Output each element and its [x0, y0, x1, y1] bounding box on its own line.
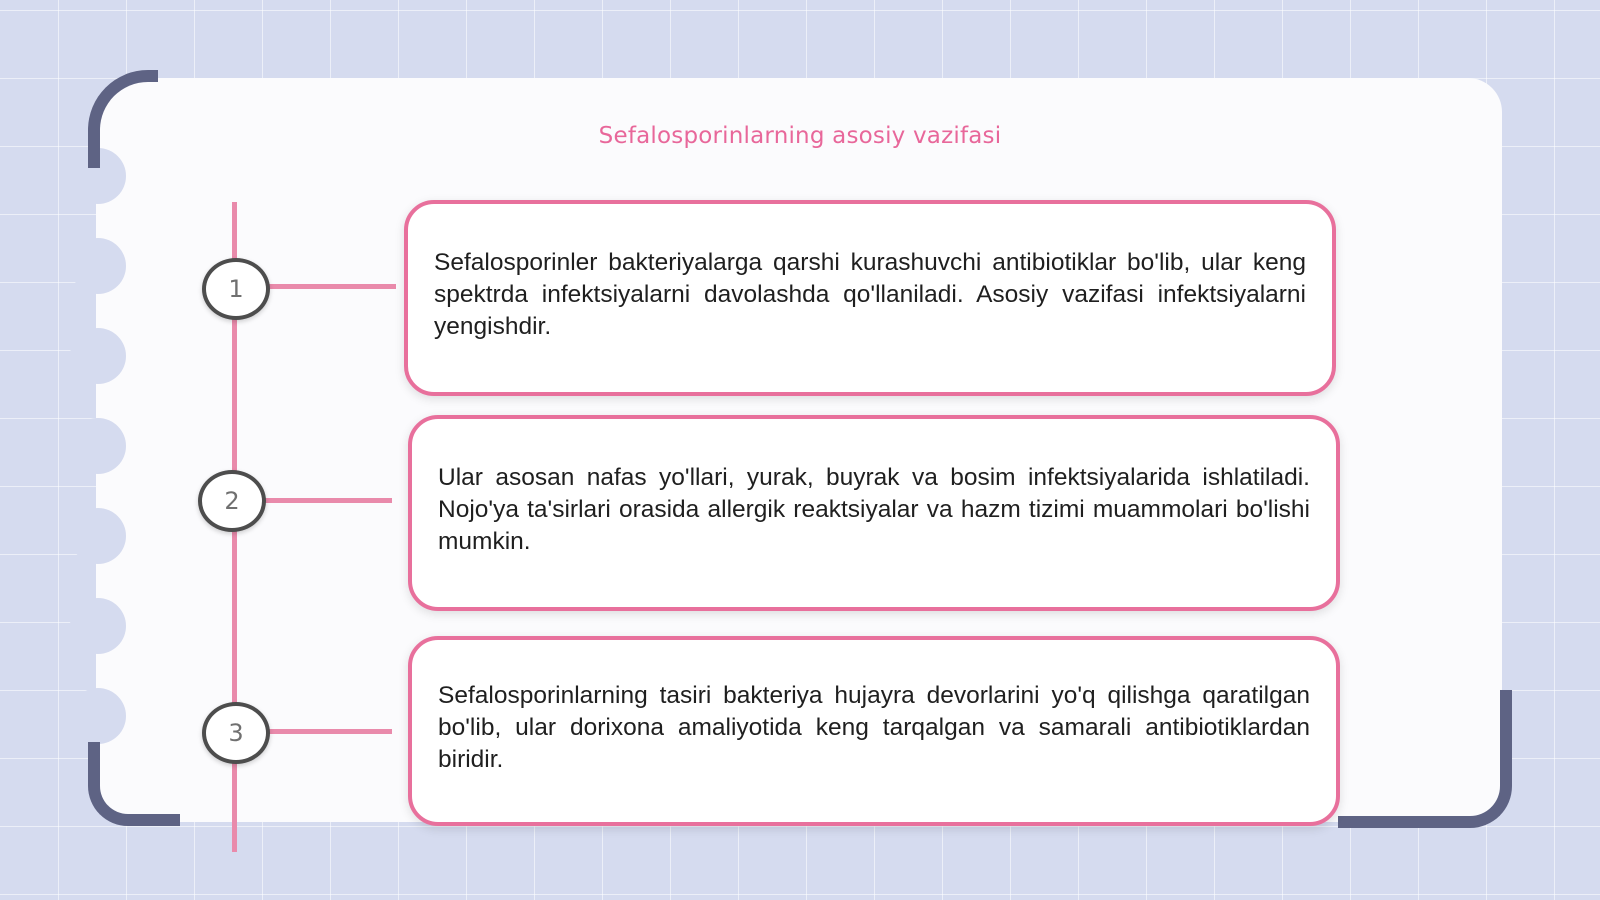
step-card: [408, 415, 1340, 611]
step-number-badge: 2: [198, 470, 266, 532]
step-number-badge: 3: [202, 702, 270, 764]
corner-bracket-bottom-left: [88, 742, 180, 826]
paper-notch: [70, 238, 126, 294]
paper-notch: [70, 688, 126, 744]
step-number-badge: 1: [202, 258, 270, 320]
step-card-text: Sefalosporinler bakteriyalarga qarshi kurashuvchi antibiotiklar bo'lib, ular keng spektrda infektsiyalarni davolashda qo'llaniladi. Asosiy vazifasi infektsiyalarni yengishdir.: [434, 249, 1306, 340]
corner-bracket-top-left: [88, 70, 158, 168]
paper-notch: [70, 418, 126, 474]
step-card-text: Ular asosan nafas yo'llari, yurak, buyrak va bosim infektsiyalarida ishlatiladi. Nojo'ya ta'sirlari orasida allergik reaktsiyalar va hazm tizimi muammolari bo'lishi mumkin.: [438, 464, 1310, 555]
step-card: [404, 200, 1336, 396]
step-card-text: Sefalosporinlarning tasiri bakteriya hujayra devorlarini yo'q qilishga qaratilgan bo'lib, ular dorixona amaliyotida keng tarqalgan va samarali antibiotiklardan biridir.: [438, 682, 1310, 773]
step-card: [408, 636, 1340, 826]
paper-notch: [70, 598, 126, 654]
paper-notch: [70, 508, 126, 564]
slide-title: Sefalosporinlarning asosiy vazifasi: [598, 123, 1002, 149]
corner-bracket-bottom-right: [1338, 690, 1512, 828]
paper-notch: [70, 328, 126, 384]
